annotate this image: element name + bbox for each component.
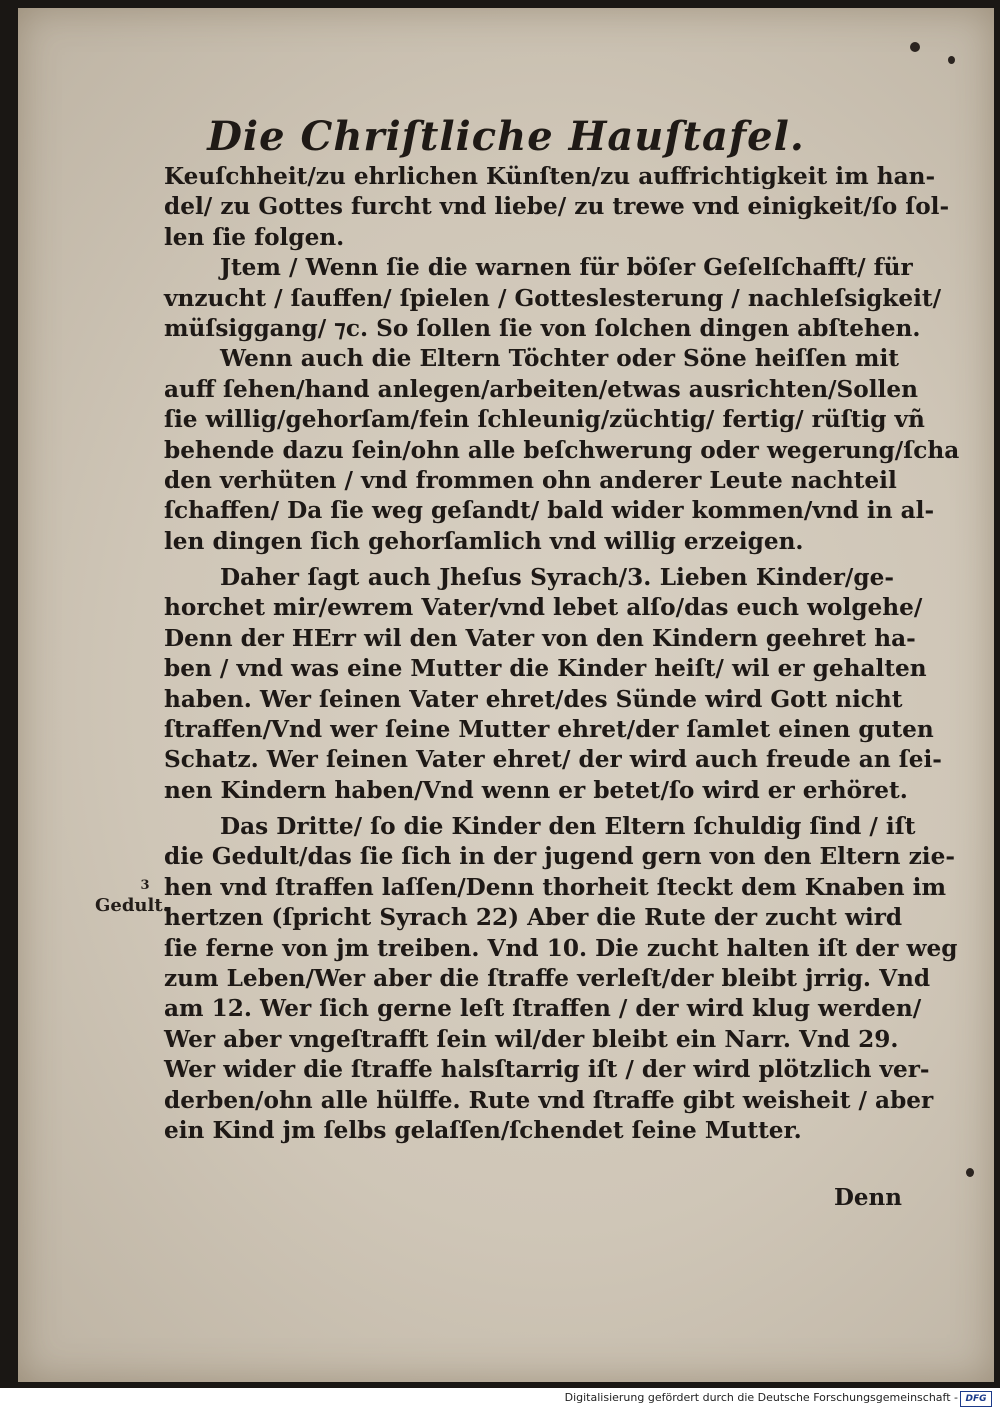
running-header: Die Chriſtliche Hauſtafel. — [207, 113, 805, 160]
text-line: ein Kind jm ſelbs gelaſſen/ſchendet ſeine Mutter. — [164, 1116, 802, 1144]
paragraph-3 — [164, 812, 958, 1146]
text-line: ſie willig/gehorſam/fein ſchleunig/züchtig/ fertig/ rüſtig vñ — [164, 406, 925, 434]
text-line: die Gedult/das ſie ſich in der jugend gern von den Eltern zie- — [164, 843, 955, 871]
text-line: behende dazu ſein/ohn alle beſchwerung oder wegerung/ſcha — [164, 436, 960, 464]
text-line: auff ſehen/hand anlegen/arbeiten/etwas ausrichten/Sollen — [164, 375, 918, 403]
text-line: Wenn auch die Eltern Töchter oder Söne heiſſen mit — [220, 345, 899, 373]
text-line: derben/ohn alle hülffe. Rute vnd ſtraffe gibt weisheit / aber — [164, 1086, 934, 1114]
text-line: ſchaffen/ Da ſie weg geſandt/ bald wider kommen/vnd in al- — [164, 497, 935, 525]
text-line: Jtem / Wenn ſie die warnen für böſer Geſelſchafft/ für — [220, 254, 913, 282]
text-line: ben / vnd was eine Mutter die Kinder heiſt/ wil er gehalten — [164, 655, 927, 683]
footer-bar — [0, 1388, 1000, 1409]
text-line: ſie ferne von jm treiben. Vnd 10. Die zucht halten iſt der weg — [164, 934, 958, 962]
margin-note — [95, 876, 169, 916]
text-line: len ſie folgen. — [164, 223, 345, 251]
text-line: haben. Wer ſeinen Vater ehret/des Sünde wird Gott nicht — [164, 685, 903, 713]
text-line: Keuſchheit/zu ehrlichen Künſten/zu auffrichtigkeit im han- — [164, 163, 936, 190]
paragraph-2 — [164, 563, 942, 806]
paragraph-1 — [164, 162, 960, 557]
text-line: hertzen (ſpricht Syrach 22) Aber die Rute der zucht wird — [164, 904, 903, 932]
catchword: Denn — [833, 1184, 902, 1211]
text-line: Das Dritte/ ſo die Kinder den Eltern ſchuldig ſind / iſt — [220, 813, 916, 840]
text-line: zum Leben/Wer aber die ſtraffe verleſt/der bleibt jrrig. Vnd — [164, 964, 931, 992]
text-line: den verhüten / vnd frommen ohn anderer Leute nachteil — [164, 466, 897, 494]
page-speck — [910, 42, 920, 52]
page-speck — [966, 1168, 974, 1177]
text-line: del/ zu Gottes furcht vnd liebe/ zu trewe vnd einigkeit/ſo ſol- — [164, 193, 950, 221]
text-line: ſtraffen/Vnd wer ſeine Mutter ehret/der ſamlet einen guten — [164, 715, 934, 743]
text-line: Daher ſagt auch Jheſus Syrach/3. Lieben Kinder/ge- — [220, 564, 894, 591]
text-line: Wer aber vngeſtrafft ſein wil/der bleibt ein Narr. Vnd 29. — [164, 1025, 899, 1053]
text-line: hen vnd ſtraffen laſſen/Denn thorheit ſteckt dem Knaben im — [164, 873, 947, 901]
funding-credit: Digitalisierung gefördert durch die Deutsche Forschungsgemeinschaft - — [564, 1391, 958, 1404]
text-line: am 12. Wer ſich gerne leſt ſtraffen / der wird klug werden/ — [164, 995, 922, 1023]
dfg-logo-icon[interactable]: DFG — [960, 1391, 992, 1407]
text-line: horchet mir/ewrem Vater/vnd lebet alſo/das euch wolgehe/ — [164, 594, 923, 622]
text-line: Schatz. Wer ſeinen Vater ehret/ der wird auch freude an ſei- — [164, 746, 942, 774]
text-line: len dingen ſich gehorſamlich vnd willig erzeigen. — [164, 527, 804, 555]
text-line: vnzucht / ſauffen/ ſpielen / Gotteslesterung / nachleſsigkeit/ — [164, 284, 942, 312]
text-line: nen Kindern haben/Vnd wenn er betet/ſo wird er erhöret. — [164, 776, 908, 804]
page-speck — [948, 56, 955, 64]
margin-note-number: 3 — [140, 878, 150, 893]
margin-note-label: Gedult. — [95, 895, 169, 916]
text-line: müſsiggang/ ⁊c. So ſollen ſie von ſolchen dingen abſtehen. — [164, 314, 921, 342]
text-line: Denn der HErr wil den Vater von den Kindern geehret ha- — [164, 624, 916, 652]
text-line: Wer wider die ſtraffe halsſtarrig iſt / der wird plötzlich ver- — [164, 1056, 930, 1084]
